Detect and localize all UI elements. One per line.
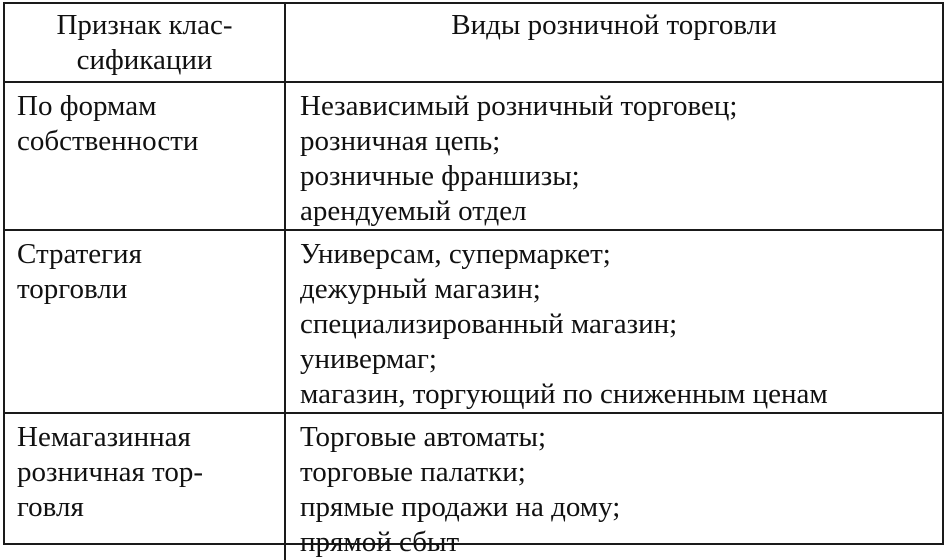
type-item: Независимый розничный торговец; — [300, 90, 738, 122]
criterion-cell — [5, 413, 285, 560]
type-item: универмаг; — [300, 343, 437, 375]
type-item: арендуемый отдел — [300, 195, 527, 227]
table-row — [5, 230, 942, 413]
criterion-line: собственности — [17, 125, 199, 157]
table — [5, 4, 942, 560]
criterion-line: говля — [17, 491, 84, 523]
header-types — [285, 4, 942, 82]
types-cell — [285, 230, 942, 413]
type-item: специализированный магазин; — [300, 308, 678, 340]
table-row — [5, 82, 942, 230]
types-cell — [285, 82, 942, 230]
table-row — [5, 413, 942, 560]
type-item: дежурный магазин; — [300, 273, 541, 305]
criterion-cell — [5, 82, 285, 230]
criterion-line: Немагазинная — [17, 421, 191, 453]
type-item: прямые продажи на дому; — [300, 491, 621, 523]
type-item: Универсам, супермаркет; — [300, 238, 611, 270]
type-item: прямой сбыт — [300, 526, 460, 558]
header-types-label: Виды розничной торговли — [451, 9, 777, 41]
type-item: торговые палатки; — [300, 456, 526, 488]
type-item: магазин, торгующий по сниженным ценам — [300, 378, 828, 410]
header-criterion-line: сификации — [76, 44, 213, 76]
criterion-line: По формам — [17, 90, 157, 122]
header-criterion-line: Признак клас- — [56, 9, 233, 41]
types-cell — [285, 413, 942, 560]
type-item: розничная цепь; — [300, 125, 501, 157]
type-item: розничные франшизы; — [300, 160, 580, 192]
type-item: Торговые автоматы; — [300, 421, 547, 453]
header-criterion — [5, 4, 285, 82]
criterion-cell — [5, 230, 285, 413]
criterion-line: торговли — [17, 273, 128, 305]
criterion-line: розничная тор- — [17, 456, 204, 488]
criterion-line: Стратегия — [17, 238, 142, 270]
retail-classification-table — [3, 2, 944, 558]
header-row — [5, 4, 942, 82]
